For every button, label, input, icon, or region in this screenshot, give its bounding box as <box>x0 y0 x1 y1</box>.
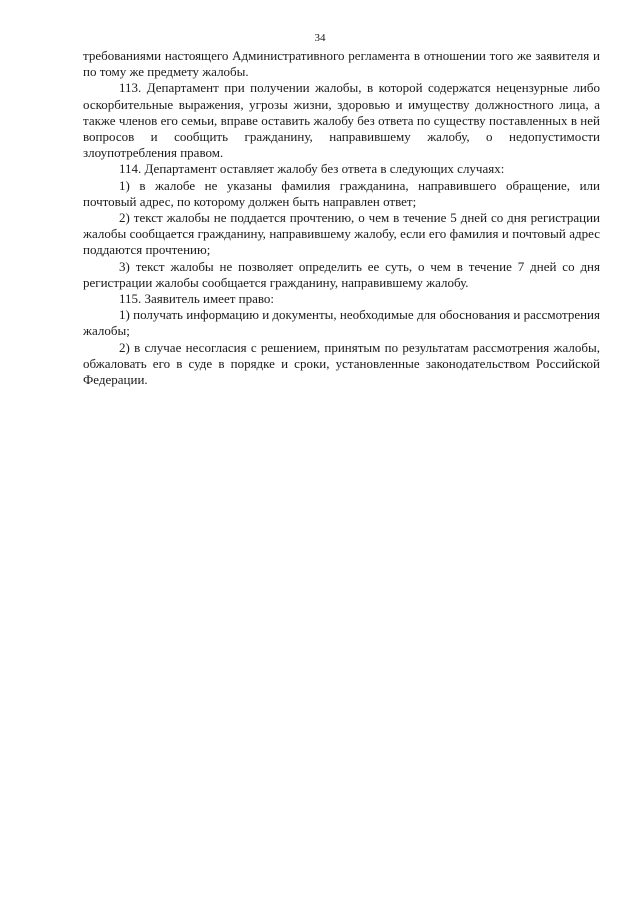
paragraph-115: 115. Заявитель имеет право: <box>119 291 275 307</box>
paragraph-continuation: требованиями настоящего Административного регламента в отношении того же заявителя и по тому же предмету жалобы. <box>83 48 600 80</box>
page-number: 34 <box>314 32 326 44</box>
paragraph-114-item-3: 3) текст жалобы не позволяет определить ее суть, о чем в течение 7 дней со дня регистрации жалобы сообщается гражданину, направившему жалобу. <box>83 258 600 290</box>
paragraph-114-item-1: 1) в жалобе не указаны фамилия гражданина, направившего обращение, или почтовый адрес, по которому должен быть направлен ответ; <box>83 177 600 209</box>
paragraph-115-item-2: 2) в случае несогласия с решением, принятым по результатам рассмотрения жалобы, обжаловать его в суде в порядке и сроки, установленные законодательством Российской Федерации. <box>83 339 600 388</box>
paragraph-114-item-2: 2) текст жалобы не поддается прочтению, о чем в течение 5 дней со дня регистрации жалобы сообщается гражданину, направившему жалобу, если его фамилия и почтовый адрес поддаются прочтению; <box>83 210 600 258</box>
paragraph-114: 114. Департамент оставляет жалобу без ответа в следующих случаях: <box>119 161 505 177</box>
paragraph-113: 113. Департамент при получении жалобы, в которой содержатся нецензурные либо оскорбительные выражения, угрозы жизни, здоровью и имуществу должностного лица, а также членов его семьи, вправе оставить жалобу без ответа по существу поставленных в ней вопросов и сообщить гражданину, направившему жалобу, о недопустимости злоупотребления правом. <box>83 80 600 161</box>
document-body <box>83 48 600 388</box>
paragraph-115-item-1: 1) получать информацию и документы, необходимые для обоснования и рассмотрения жалобы; <box>83 307 600 339</box>
